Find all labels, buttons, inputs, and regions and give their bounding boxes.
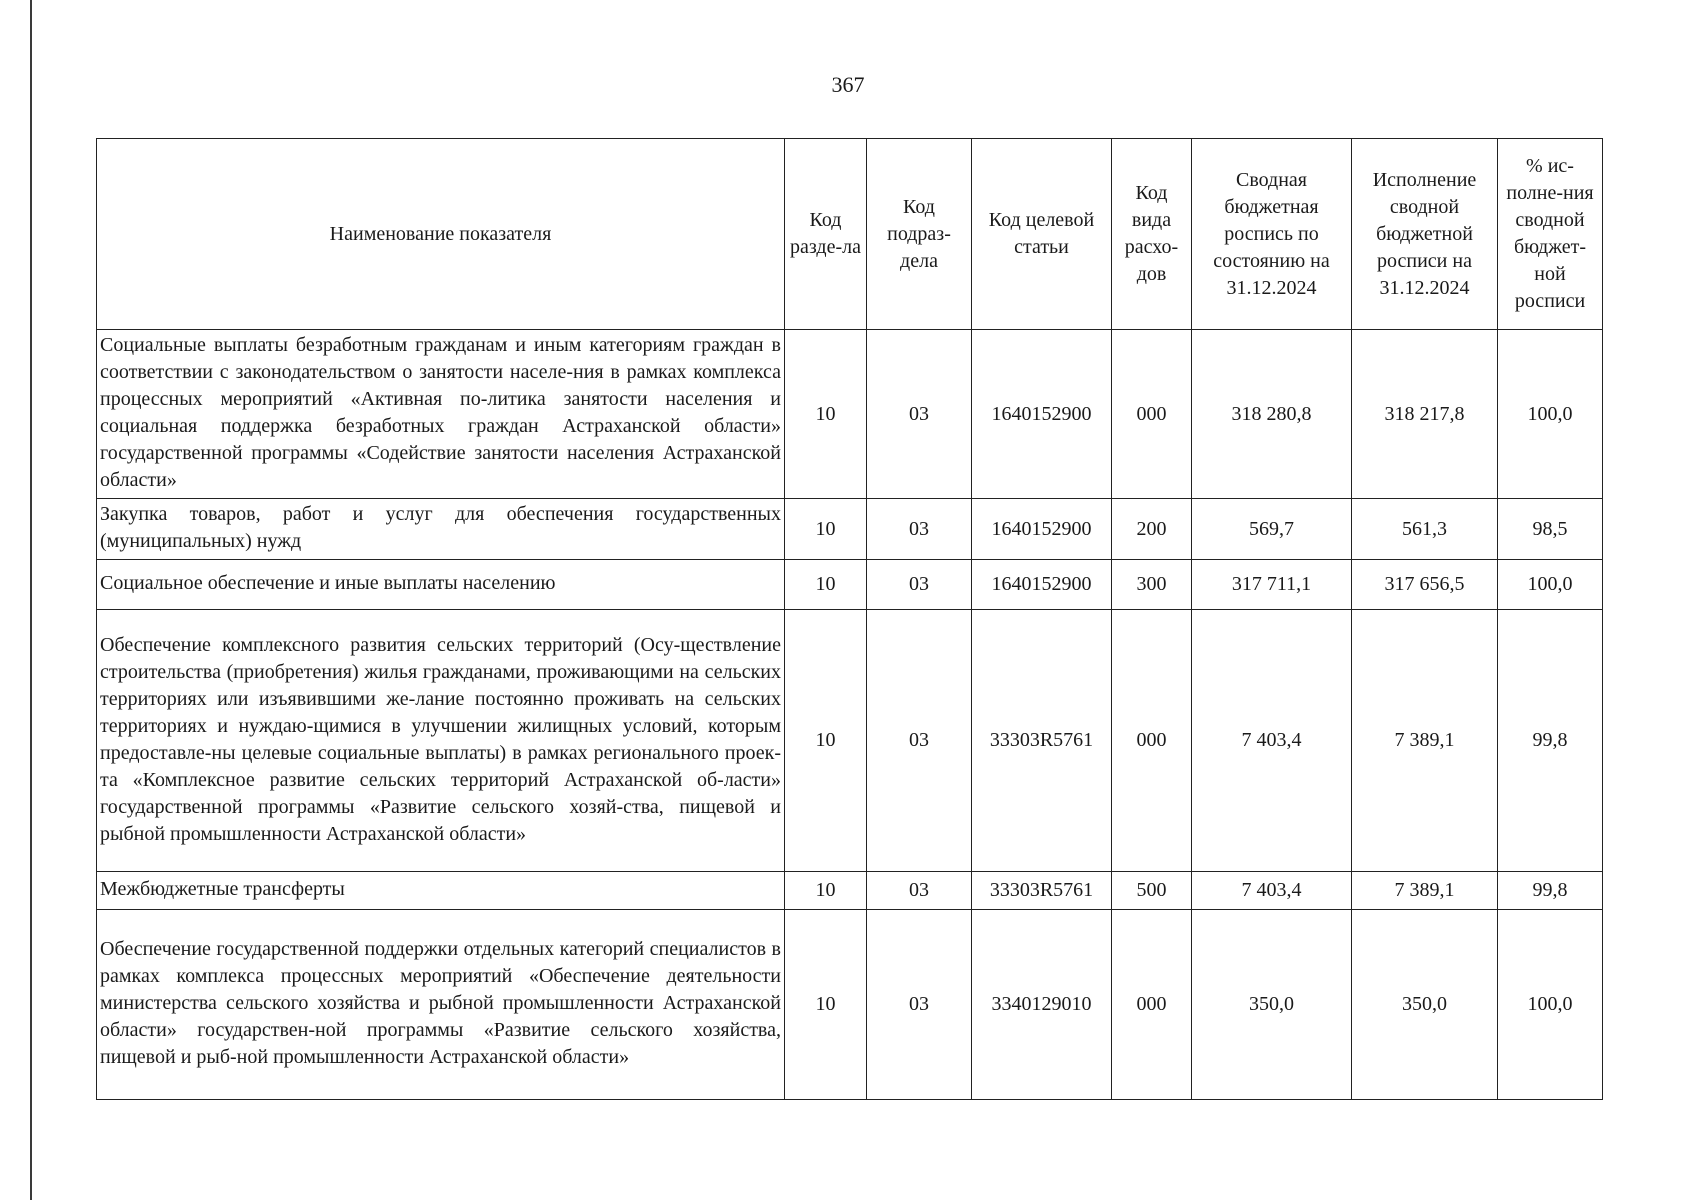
row-section: 10: [785, 499, 867, 560]
table-row: [97, 610, 1603, 872]
row-plan: 317 711,1: [1192, 560, 1352, 610]
budget-execution-table: [96, 138, 1603, 1100]
row-target: 1640152900: [972, 499, 1112, 560]
row-expense-type: 000: [1112, 910, 1192, 1100]
row-expense-type: 500: [1112, 872, 1192, 910]
row-name: Социальные выплаты безработным гражданам и иным категориям граждан в соответствии с законодательством о занятости населе-ния в рамках комплекса процессных мероприятий «Активная по-литика занятости населения и социальная поддержка безработных граждан Астраханской области» государственной программы «Содействие занятости населения Астраханской области»: [97, 330, 785, 499]
table-row: [97, 872, 1603, 910]
row-execution: 317 656,5: [1352, 560, 1498, 610]
row-name: Обеспечение государственной поддержки отдельных категорий специалистов в рамках комплекса процессных мероприятий «Обеспечение деятельности министерства сельского хозяйства и рыбной промышленности Астраханской области» государствен-ной программы «Развитие сельского хозяйства, пищевой и рыб-ной промышленности Астраханской области»: [97, 910, 785, 1100]
row-subsection: 03: [867, 499, 972, 560]
row-section: 10: [785, 910, 867, 1100]
row-percent: 100,0: [1498, 330, 1603, 499]
table-row: [97, 330, 1603, 499]
table-row: [97, 499, 1603, 560]
row-section: 10: [785, 872, 867, 910]
row-section: 10: [785, 560, 867, 610]
row-subsection: 03: [867, 560, 972, 610]
row-expense-type: 000: [1112, 330, 1192, 499]
table-row: [97, 910, 1603, 1100]
table-header-row: [97, 139, 1603, 330]
row-plan: 569,7: [1192, 499, 1352, 560]
row-percent: 98,5: [1498, 499, 1603, 560]
row-target: 1640152900: [972, 560, 1112, 610]
row-execution: 350,0: [1352, 910, 1498, 1100]
row-expense-type: 000: [1112, 610, 1192, 872]
row-name: Обеспечение комплексного развития сельских территорий (Осу-ществление строительства (приобретения) жилья гражданами, проживающими на сельских территориях или изъявившими же-лание постоянно проживать на сельских территориях и нуждаю-щимися в улучшении жилищных условий, которым предоставле-ны целевые социальные выплаты) в рамках регионального проек-та «Комплексное развитие сельских территорий Астраханской об-ласти» государственной программы «Развитие сельского хозяй-ства, пищевой и рыбной промышленности Астраханской области»: [97, 610, 785, 872]
row-execution: 318 217,8: [1352, 330, 1498, 499]
row-execution: 7 389,1: [1352, 610, 1498, 872]
row-section: 10: [785, 610, 867, 872]
row-plan: 350,0: [1192, 910, 1352, 1100]
header-percent: % ис-полне-ния сводной бюджет-ной росписи: [1498, 139, 1603, 330]
row-execution: 561,3: [1352, 499, 1498, 560]
header-budget-plan: Сводная бюджетная роспись по состоянию на 31.12.2024: [1192, 139, 1352, 330]
header-subsection-code: Код подраз-дела: [867, 139, 972, 330]
row-expense-type: 300: [1112, 560, 1192, 610]
row-plan: 318 280,8: [1192, 330, 1352, 499]
table-row: [97, 560, 1603, 610]
page-number: 367: [831, 72, 865, 97]
header-target-code: Код целевой статьи: [972, 139, 1112, 330]
row-percent: 100,0: [1498, 910, 1603, 1100]
header-expense-type-code: Код вида расхо-дов: [1112, 139, 1192, 330]
row-plan: 7 403,4: [1192, 610, 1352, 872]
header-name: Наименование показателя: [97, 139, 785, 330]
row-name: Социальное обеспечение и иные выплаты населению: [97, 560, 785, 610]
header-execution: Исполнение сводной бюджетной росписи на 31.12.2024: [1352, 139, 1498, 330]
row-section: 10: [785, 330, 867, 499]
row-target: 33303R5761: [972, 610, 1112, 872]
row-target: 1640152900: [972, 330, 1112, 499]
row-percent: 100,0: [1498, 560, 1603, 610]
row-percent: 99,8: [1498, 872, 1603, 910]
row-name: Закупка товаров, работ и услуг для обеспечения государственных (муниципальных) нужд: [97, 499, 785, 560]
row-subsection: 03: [867, 610, 972, 872]
row-percent: 99,8: [1498, 610, 1603, 872]
row-subsection: 03: [867, 330, 972, 499]
row-subsection: 03: [867, 872, 972, 910]
row-name: Межбюджетные трансферты: [97, 872, 785, 910]
row-plan: 7 403,4: [1192, 872, 1352, 910]
row-subsection: 03: [867, 910, 972, 1100]
row-target: 33303R5761: [972, 872, 1112, 910]
scan-edge-line: [30, 0, 32, 1200]
header-section-code: Код разде-ла: [785, 139, 867, 330]
row-execution: 7 389,1: [1352, 872, 1498, 910]
row-target: 3340129010: [972, 910, 1112, 1100]
row-expense-type: 200: [1112, 499, 1192, 560]
